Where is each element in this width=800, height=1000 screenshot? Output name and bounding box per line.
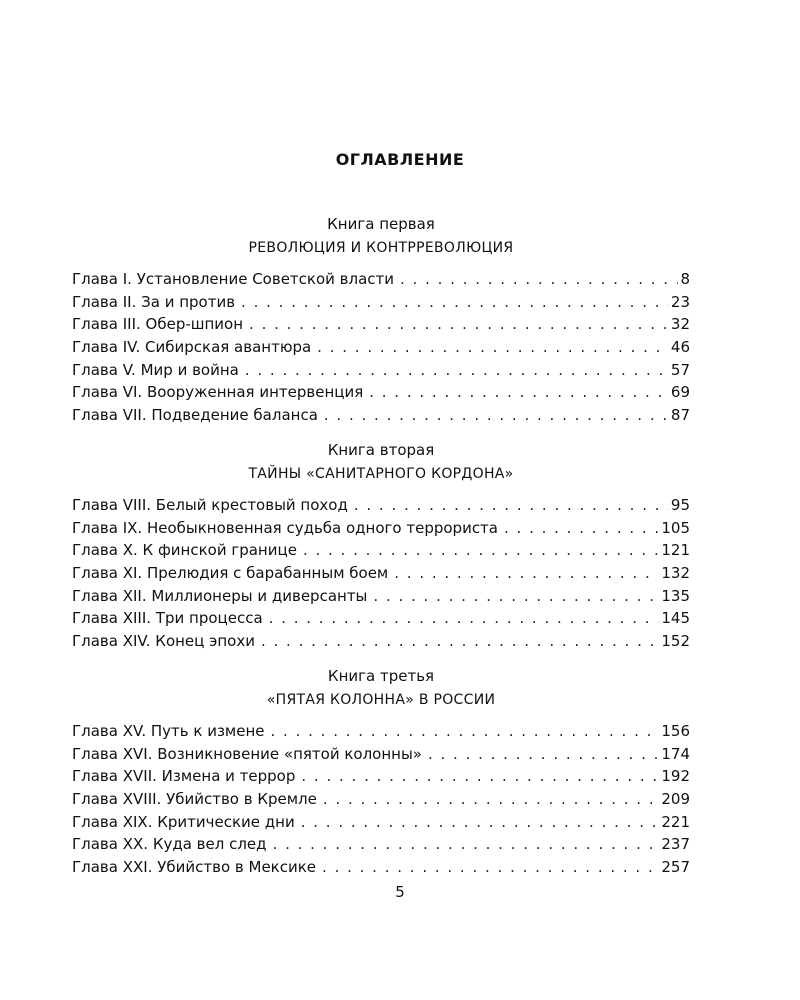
- toc-entry: [72, 607, 690, 630]
- book-section-3: [72, 664, 690, 879]
- toc-list: [72, 494, 690, 653]
- toc-entry: [72, 291, 690, 314]
- chapter-title: Глава XVII. Измена и террор: [72, 767, 296, 786]
- chapter-page-number: 221: [661, 812, 690, 831]
- toc-entry: [72, 743, 690, 766]
- chapter-page-number: 257: [661, 858, 690, 877]
- toc-entry: [72, 720, 690, 743]
- dot-leader: [354, 494, 669, 517]
- chapter-title: Глава IX. Необыкновенная судьба одного террориста: [72, 518, 498, 537]
- book-subtitle: ТАЙНЫ «САНИТАРНОГО КОРДОНА»: [248, 466, 514, 482]
- toc-entry: [72, 517, 690, 540]
- page-title: ОГЛАВЛЕНИЕ: [335, 150, 465, 169]
- chapter-title: Глава IV. Сибирская авантюра: [72, 338, 312, 357]
- chapter-title: Глава XX. Куда вел след: [72, 835, 267, 854]
- book-section-2: [72, 438, 690, 653]
- dot-leader: [245, 359, 669, 382]
- chapter-page-number: 32: [670, 315, 690, 334]
- chapter-title: Глава VI. Вооруженная интервенция: [72, 383, 364, 402]
- chapter-page-number: 69: [670, 383, 690, 402]
- chapter-page-number: 237: [661, 835, 690, 854]
- dot-leader: [428, 743, 659, 766]
- chapter-page-number: 192: [661, 767, 690, 786]
- chapter-page-number: 145: [661, 609, 690, 628]
- toc-entry: [72, 833, 690, 856]
- page-number: 5: [395, 883, 405, 901]
- chapter-title: Глава V. Мир и война: [72, 360, 239, 379]
- dot-leader: [373, 585, 659, 608]
- chapter-title: Глава XI. Прелюдия с барабанным боем: [72, 564, 389, 583]
- dot-leader: [273, 833, 660, 856]
- dot-leader: [241, 291, 669, 314]
- chapter-title: Глава XIX. Критические дни: [72, 812, 295, 831]
- chapter-page-number: 209: [661, 790, 690, 809]
- dot-leader: [303, 539, 659, 562]
- toc-entry: [72, 381, 690, 404]
- chapter-title: Глава XXI. Убийство в Мексике: [72, 858, 317, 877]
- toc-entry: [72, 359, 690, 382]
- dot-leader: [394, 562, 659, 585]
- toc-entry: [72, 856, 690, 879]
- book-label: Книга первая: [327, 215, 435, 233]
- chapter-title: Глава II. За и против: [72, 292, 236, 311]
- chapter-title: Глава XVIII. Убийство в Кремле: [72, 790, 317, 809]
- chapter-title: Глава I. Установление Советской власти: [72, 270, 395, 288]
- dot-leader: [301, 811, 660, 834]
- chapter-title: Глава XIV. Конец эпохи: [72, 632, 255, 651]
- chapter-page-number: 135: [661, 586, 690, 605]
- chapter-page-number: 121: [661, 541, 690, 560]
- dot-leader: [301, 765, 659, 788]
- toc-entry: [72, 788, 690, 811]
- chapter-title: Глава XVI. Возникновение «пятой колонны»: [72, 744, 422, 763]
- toc-entry: [72, 562, 690, 585]
- chapter-page-number: 152: [661, 632, 690, 651]
- dot-leader: [322, 856, 659, 879]
- dot-leader: [400, 268, 678, 291]
- toc-entry: [72, 336, 690, 359]
- book-subtitle: РЕВОЛЮЦИЯ И КОНТРРЕВОЛЮЦИЯ: [248, 240, 514, 256]
- book-subtitle: «ПЯТАЯ КОЛОННА» В РОССИИ: [266, 692, 496, 708]
- chapter-page-number: 57: [670, 360, 690, 379]
- chapter-title: Глава XIII. Три процесса: [72, 609, 263, 628]
- toc-entry: [72, 539, 690, 562]
- dot-leader: [249, 313, 669, 336]
- chapter-page-number: 23: [670, 292, 690, 311]
- chapter-page-number: 8: [680, 270, 690, 288]
- chapter-page-number: 46: [670, 338, 690, 357]
- chapter-title: Глава VII. Подведение баланса: [72, 406, 318, 425]
- toc-entry: [72, 494, 690, 517]
- toc-entry: [72, 404, 690, 427]
- toc-entry: [72, 585, 690, 608]
- chapter-title: Глава XV. Путь к измене: [72, 722, 265, 740]
- dot-leader: [369, 381, 669, 404]
- dot-leader: [269, 607, 660, 630]
- dot-leader: [317, 336, 669, 359]
- chapter-page-number: 87: [670, 406, 690, 425]
- chapter-title: Глава X. К финской границе: [72, 541, 297, 560]
- dot-leader: [271, 720, 660, 743]
- book-section-1: [72, 212, 690, 427]
- chapter-page-number: 132: [661, 564, 690, 583]
- toc-entry: [72, 313, 690, 336]
- chapter-title: Глава XII. Миллионеры и диверсанты: [72, 586, 368, 605]
- book-label: Книга вторая: [327, 441, 435, 459]
- dot-leader: [323, 788, 659, 811]
- chapter-page-number: 174: [661, 744, 690, 763]
- chapter-page-number: 95: [670, 496, 690, 514]
- toc-list: [72, 268, 690, 427]
- toc-entry: [72, 268, 690, 291]
- dot-leader: [504, 517, 659, 540]
- chapter-page-number: 105: [661, 518, 690, 537]
- dot-leader: [324, 404, 669, 427]
- chapter-page-number: 156: [661, 722, 690, 740]
- toc-entry: [72, 630, 690, 653]
- chapter-title: Глава VIII. Белый крестовый поход: [72, 496, 348, 514]
- chapter-title: Глава III. Обер-шпион: [72, 315, 244, 334]
- toc-entry: [72, 765, 690, 788]
- toc-entry: [72, 811, 690, 834]
- toc-list: [72, 720, 690, 879]
- dot-leader: [261, 630, 659, 653]
- book-label: Книга третья: [327, 667, 435, 685]
